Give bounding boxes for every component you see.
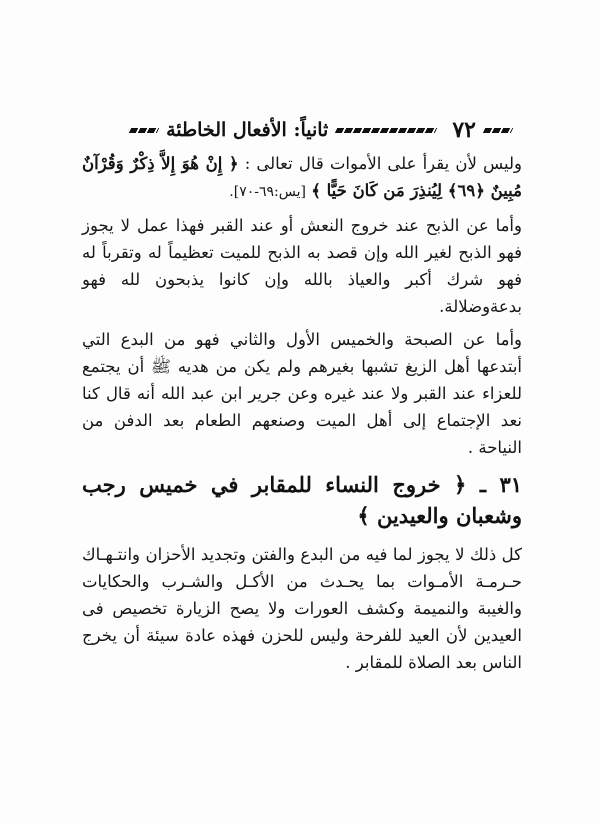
verse-reference: [يس:٦٩-٧٠]. <box>229 184 306 200</box>
header-rule-right <box>483 128 513 133</box>
running-title: ثانياً: الأفعال الخاطئة <box>166 119 329 141</box>
page-number: ٧٢ <box>452 117 476 143</box>
section-body: كل ذلك لا يجوز لما فيه من البدع والفتن وتجديد الأحزان وانتـهـاك حـرمـة الأمـوات بما يحـدث من الأكـل والشـرب والحكايات والغيبة والنميمة وكشف العورات ولا يصح الزيارة تخصيص فى العيدين لأن العيد للفرحة وليس للحزن فهذه عادة سيئة أن يخرج الناس بعد الصلاة للمقابر . <box>82 545 522 672</box>
section-heading: ٣١ ـ ﴿ خروج النساء للمقابر في خميس رجب وشعبان والعيدين ﴾ <box>82 472 522 528</box>
paragraph-quran-citation <box>82 150 522 206</box>
header-rule-middle <box>335 128 437 133</box>
page-content <box>82 150 522 676</box>
paragraph-slaughter: وأما عن الذبح عند خروج النعش أو عند القبر فهذا عمل لا يجوز فهو الذبح لغير الله وإن قصد به الذبح للميت تعظيماً له وتقرباً له فهو شرك أكبر والعياذ بالله وإن كانوا يذبحون لله فهو بدعةوضلالة. <box>82 216 522 316</box>
paragraph-text: وليس لأن يقرأ على الأموات قال تعالى : <box>244 154 522 173</box>
paragraph-gatherings: وأما عن الصبحة والخميس الأول والثاني فهو من البدع التي أبتدعها أهل الزيغ تشبها بغيرهم ولم يكن من هديه ﷺ أن يجتمع للعزاء عند القبر ولا عند غيره وعن جرير ابن عبد الله أنه قال كنا نعد الإجتماع إلى أهل الميت وصنعهم الطعام بعد الدفن من النياحة . <box>82 330 522 457</box>
header-rule-left <box>129 128 159 133</box>
quran-verse: ﴿ إِنْ هُوَ إِلاَّ ذِكْرٌ وَقُرْآنٌ مُبِينٌ ﴿٦٩﴾ لِيُنذِرَ مَن كَانَ حَيًّا ﴾ <box>82 154 522 200</box>
page-header <box>80 116 520 144</box>
